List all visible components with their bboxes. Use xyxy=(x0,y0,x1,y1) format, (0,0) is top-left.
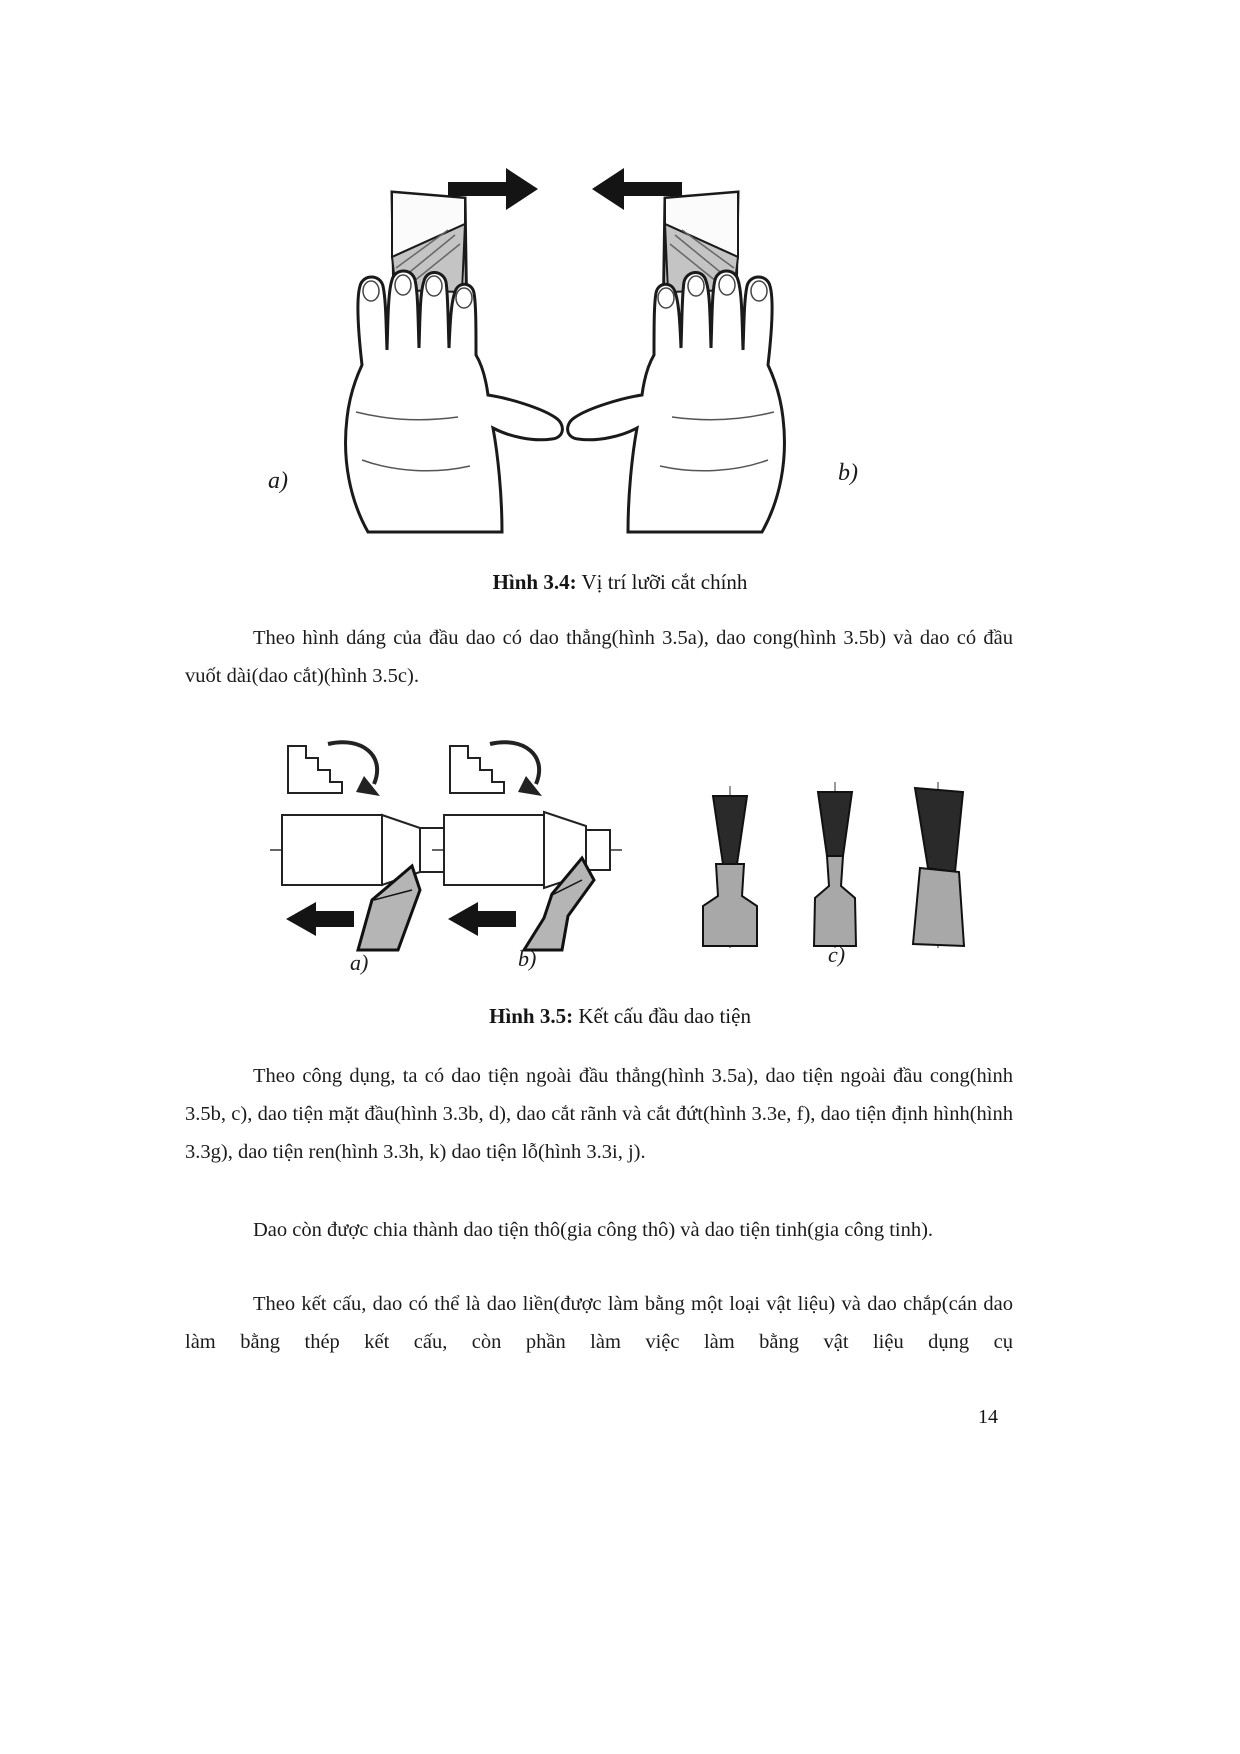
tool-holder xyxy=(444,815,544,885)
paragraph-1: Theo hình dáng của đầu dao có dao thẳng(hình 3.5a), dao cong(hình 3.5b) và dao có đầu vuốt dài(dao cắt)(hình 3.5c). xyxy=(185,626,1013,687)
figure-3-5-label-c: c) xyxy=(828,942,846,967)
paragraph-4: Theo kết cấu, dao có thể là dao liền(được làm bằng một loại vật liệu) và dao chắp(cán dao làm bằng thép kết cấu, còn phần làm việc làm bằng vật liệu dụng cụ xyxy=(185,1292,1013,1353)
parting-tool-blade xyxy=(713,796,747,864)
figure-3-5-caption-number: Hình 3.5: xyxy=(489,1004,574,1028)
tool-holder xyxy=(282,815,382,885)
paragraph-2: Theo công dụng, ta có dao tiện ngoài đầu thẳng(hình 3.5a), dao tiện ngoài đầu cong(hình 3.5b, c), dao tiện mặt đầu(hình 3.3b, d), dao cắt rãnh và cắt đứt(hình 3.3e, f), dao tiện định hình(hình 3.3g), dao tiện ren(hình 3.3h, k) dao tiện lỗ(hình 3.3i, j). xyxy=(185,1064,1013,1163)
figure-3-5-label-b: b) xyxy=(518,946,537,971)
figure-3-4-label-a: a) xyxy=(268,468,288,494)
figure-3-5-caption-text: Kết cấu đầu dao tiện xyxy=(573,1004,751,1028)
parting-tool-body xyxy=(703,864,757,946)
feed-arrow-icon xyxy=(286,902,354,936)
feed-arrow-icon xyxy=(448,902,516,936)
parting-tool-body xyxy=(913,868,964,946)
hand-tool-right xyxy=(568,168,785,532)
figure-3-5 xyxy=(270,738,990,988)
figure-3-4 xyxy=(250,160,950,545)
figure-3-4-label-b: b) xyxy=(838,460,858,486)
page-number: 14 xyxy=(978,1406,998,1428)
figure-3-4-caption-text: Vị trí lưỡi cắt chính xyxy=(576,570,748,594)
figure-3-5-illustration xyxy=(270,738,980,953)
figure-3-5-part-c xyxy=(703,782,964,948)
workpiece-steps xyxy=(288,746,342,793)
figure-3-4-caption-number: Hình 3.4: xyxy=(492,570,577,594)
figure-3-5-label-a: a) xyxy=(350,950,369,975)
figure-3-4-caption xyxy=(0,570,1240,595)
figure-3-5-part-a xyxy=(270,742,456,950)
rotation-arrow-icon xyxy=(490,742,539,784)
parting-tool-body xyxy=(814,856,856,946)
workpiece-steps xyxy=(450,746,504,793)
hand-tool-left xyxy=(346,168,563,532)
figure-3-5-caption xyxy=(0,1004,1240,1029)
figure-3-5-part-b xyxy=(432,742,624,950)
parting-tool-blade xyxy=(818,792,852,856)
parting-tool-blade xyxy=(915,788,963,872)
paragraph-3: Dao còn được chia thành dao tiện thô(gia công thô) và dao tiện tinh(gia công tinh). xyxy=(253,1218,934,1241)
rotation-arrow-icon xyxy=(328,742,377,784)
